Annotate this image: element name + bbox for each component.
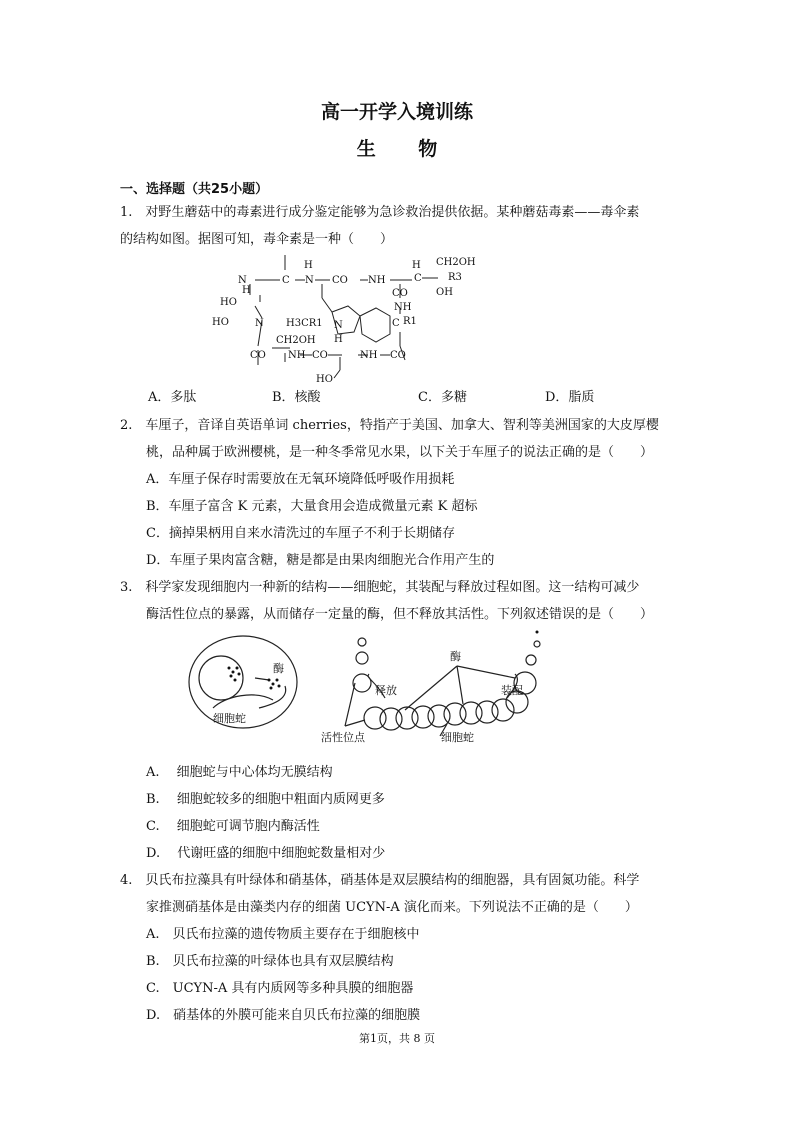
q2-option-c[interactable]: C．摘掉果柄用自来水清洗过的车厘子不利于长期储存 [146,526,455,541]
fig1-label: HO [212,317,229,328]
q4-option-a[interactable]: A. 贝氏布拉藻的遗传物质主要存在于细胞核中 [146,927,420,942]
fig1-label: N [238,275,247,286]
fig1-label: R1 [403,316,417,327]
fig1-label: CO [250,350,266,361]
fig1-label: CH2OH [436,257,476,268]
fig1-label: HO [316,374,333,385]
fig1-label: N [255,318,264,329]
q1-toxin-structure-figure [200,250,490,390]
q4-option-d[interactable]: D. 硝基体的外膜可能来自贝氏布拉藻的细胞膜 [146,1008,421,1023]
q1-option-a[interactable]: A．多肽 [148,390,197,405]
fig3-label: 酶 [273,662,284,675]
q3-line-1: 3. 科学家发现细胞内一种新的结构——细胞蛇，其装配与释放过程如图。这一结构可减少 [120,580,640,595]
q1-line-2: 的结构如图。据图可知，毒伞素是一种（ ） [120,232,394,247]
fig1-label: C [282,275,290,286]
fig3-label: 装配 [501,684,523,697]
fig1-label: HO [220,297,237,308]
q2-option-d[interactable]: D．车厘子果肉富含糖，糖是都是由果肉细胞光合作用产生的 [146,553,495,568]
q1-option-b[interactable]: B．核酸 [272,390,321,405]
q2-line-2: 桃，品种属于欧洲樱桃，是一种冬季常见水果，以下关于车厘子的说法正确的是（ ） [146,445,654,460]
fig1-label: CO [392,288,408,299]
fig3-label: 释放 [375,684,397,697]
fig1-label: NH [360,350,378,361]
fig1-label: N [334,320,343,331]
fig1-label: H3CR1 [286,318,323,329]
fig1-label: CO [312,350,328,361]
fig3-label: 活性位点 [321,731,365,744]
q1-line-1: 1. 对野生蘑菇中的毒素进行成分鉴定能够为急诊救治提供依据。某种蘑菇毒素——毒伞素 [120,205,640,220]
q2-line-1: 2. 车厘子，音译自英语单词 cherries，特指产于美国、加拿大、智利等美洲国家的大皮厚樱 [120,418,659,433]
q2-option-a[interactable]: A．车厘子保存时需要放在无氧环境降低呼吸作用损耗 [146,472,455,487]
fig1-label: R3 [448,272,462,283]
q3-option-c[interactable]: C. 细胞蛇可调节胞内酶活性 [146,819,320,834]
fig3-label: 细胞蛇 [441,731,474,744]
q2-option-b[interactable]: B．车厘子富含 K 元素，大量食用会造成微量元素 K 超标 [146,499,478,514]
page-title: 高一开学入境训练 [320,101,473,123]
fig1-label: CO [390,350,406,361]
fig1-label: C [392,318,400,329]
q3-cell-snake-figure [185,628,565,748]
fig1-label: CH2OH [276,335,316,346]
page-number: 第1页，共 8 页 [359,1032,435,1045]
q3-line-2: 酶活性位点的暴露，从而储存一定量的酶，但不释放其活性。下列叙述错误的是（ ） [146,607,654,622]
fig1-label: N [305,275,314,286]
subject-title: 生 物 [356,138,456,160]
q3-option-a[interactable]: A. 细胞蛇与中心体均无膜结构 [146,765,333,780]
fig1-label: OH [436,287,453,298]
fig1-label: NH [368,275,386,286]
fig1-label: H [334,334,343,345]
q4-line-2: 家推测硝基体是由藻类内存的细菌 UCYN-A 演化而来。下列说法不正确的是（ ） [146,900,638,915]
fig1-label: CO [332,275,348,286]
q4-option-c[interactable]: C. UCYN-A 具有内质网等多种具膜的细胞器 [146,981,414,996]
q1-option-d[interactable]: D．脂质 [545,390,595,405]
section-heading: 一、选择题（共25小题） [120,182,269,197]
fig1-label: H [242,285,251,296]
fig1-label: H [304,260,313,271]
fig1-label: C [414,273,422,284]
q4-option-b[interactable]: B. 贝氏布拉藻的叶绿体也具有双层膜结构 [146,954,394,969]
fig1-label: NH [288,350,306,361]
q4-line-1: 4. 贝氏布拉藻具有叶绿体和硝基体，硝基体是双层膜结构的细胞器，具有固氮功能。科学 [120,873,640,888]
fig3-label: 细胞蛇 [213,712,246,725]
q3-option-b[interactable]: B. 细胞蛇较多的细胞中粗面内质网更多 [146,792,385,807]
q3-option-d[interactable]: D. 代谢旺盛的细胞中细胞蛇数量相对少 [146,846,386,861]
fig3-label: 酶 [450,650,461,663]
fig1-label: NH [394,302,412,313]
fig1-label: H [412,260,421,271]
q1-option-c[interactable]: C．多糖 [418,390,467,405]
